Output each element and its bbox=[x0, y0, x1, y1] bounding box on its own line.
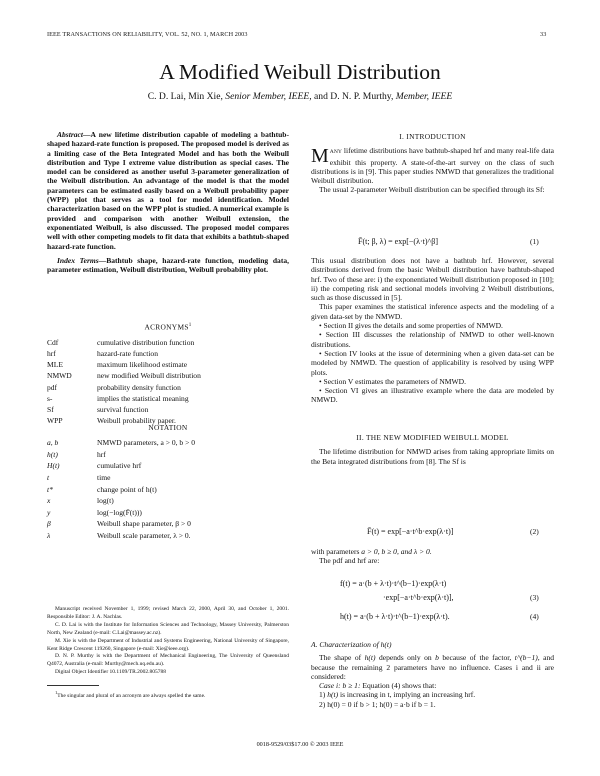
footnote-doi: Digital Object Identifier 10.1109/TR.2002.805788 bbox=[55, 669, 166, 676]
footnote-lai: C. D. Lai is with the Institute for Information Sciences and Technology, Massey University, Palmerston North, New Zealand (e-mail: C.Lai@massey.ac.nz). bbox=[47, 621, 289, 636]
abstract-block bbox=[47, 130, 289, 274]
acronym-definition: new modified Weibull distribution bbox=[97, 371, 201, 381]
acronym-row bbox=[47, 405, 201, 416]
notation-term: t bbox=[47, 473, 50, 483]
notation-term: H(t) bbox=[47, 461, 60, 471]
equation-1: F̄(t; β, λ) = exp[−(λ·t)^β] bbox=[358, 237, 438, 246]
notation-definition: NMWD parameters, a > 0, b > 0 bbox=[97, 438, 195, 448]
char-text-f: , and because the remaining 2 parameters have no influence. Cases i and ii are considered: bbox=[311, 653, 555, 681]
bullet-text: Section II gives the details and some properties of NMWD. bbox=[323, 321, 503, 331]
equation-2: F̄(t) = exp[−a·t^b·exp(λ·t)] bbox=[367, 527, 454, 536]
acronym-footnote-mark: 1 bbox=[55, 690, 58, 695]
case-i-line bbox=[311, 681, 554, 690]
acronym-definition: Weibull probability paper. bbox=[97, 416, 176, 426]
char-text-b: depends only on bbox=[378, 653, 432, 663]
char-symbol-b: b bbox=[435, 653, 439, 663]
parameters-prefix: with parameters bbox=[311, 547, 360, 556]
characterization-paragraph bbox=[311, 653, 554, 681]
notation-definition: Weibull shape parameter, β > 0 bbox=[97, 519, 191, 529]
notation-row bbox=[47, 461, 195, 473]
acronym-term: Cdf bbox=[47, 337, 59, 347]
acronym-definition: implies the statistical meaning bbox=[97, 393, 189, 403]
item-1-symbol: h(t) bbox=[327, 690, 339, 700]
intro-paragraph-1 bbox=[311, 146, 554, 185]
notation-row bbox=[47, 485, 195, 497]
acronym-term: Sf bbox=[47, 404, 54, 414]
acronyms-heading-text: ACRONYMS bbox=[144, 322, 189, 332]
footnotes-block bbox=[47, 606, 289, 677]
section-2-paragraph-1: The lifetime distribution for NMWD arises from taking appropriate limits on the Beta integrated distributions from [8]. The Sf is bbox=[311, 447, 554, 466]
acronym-definition: probability density function bbox=[97, 382, 181, 392]
characterization-heading-label: A. Characterization of bbox=[311, 640, 379, 649]
acronyms-footnote-mark: 1 bbox=[188, 323, 192, 328]
acronym-definition: maximum likelihood estimate bbox=[97, 360, 188, 370]
author-names-2: and D. N. P. Murthy, bbox=[314, 91, 394, 102]
notation-term: λ bbox=[47, 531, 51, 541]
notation-definition: cumulative hrf bbox=[97, 461, 142, 471]
bullet-text: Section VI gives an illustrative example where the data are modeled by NMWD. bbox=[311, 386, 554, 405]
item-1-text: is increasing in t, implying an increasing hrf. bbox=[339, 690, 476, 700]
section-2-block bbox=[311, 433, 554, 466]
case-label: Case i: bbox=[319, 681, 341, 691]
bullet-dot: • bbox=[319, 376, 324, 386]
acronym-term: s- bbox=[47, 393, 53, 403]
equation-4-number: (4) bbox=[530, 612, 539, 621]
acronym-row bbox=[47, 338, 201, 349]
introduction-heading: I. INTRODUCTION bbox=[399, 132, 466, 141]
bullet-dot: • bbox=[319, 321, 324, 331]
parameters-line bbox=[311, 547, 554, 556]
case-condition: b ≥ 1: bbox=[342, 681, 361, 691]
journal-header: IEEE TRANSACTIONS ON RELIABILITY, VOL. 52, NO. 1, MARCH 2003 bbox=[47, 31, 248, 38]
notation-row bbox=[47, 531, 195, 543]
bullet-text: Section V estimates the parameters of NMWD. bbox=[323, 376, 466, 386]
equation-3-number: (3) bbox=[530, 593, 539, 602]
index-terms-label: Index Terms bbox=[57, 255, 99, 265]
section-2-heading: II. THE NEW MODIFIED WEIBULL MODEL bbox=[356, 433, 509, 442]
abstract bbox=[47, 130, 289, 251]
bullet-dot: • bbox=[319, 330, 326, 340]
equation-4: h(t) = a·(b + λ·t)·t^(b−1)·exp(λ·t). bbox=[340, 612, 450, 621]
case-text: Equation (4) shows that: bbox=[362, 681, 437, 691]
acronym-row bbox=[47, 383, 201, 394]
author-names-1: C. D. Lai, Min Xie, bbox=[147, 91, 223, 102]
footnote-received: Manuscript received November 1, 1999; revised March 22, 2000, April 30, and October 1, 2001. Responsible Editor: J. A. Nachlas. bbox=[47, 606, 289, 620]
characterization-block bbox=[311, 640, 554, 709]
abstract-text: —A new lifetime distribution capable of modeling a bathtub-shaped hazard-rate function is proposed. The proposed model is derived as a limiting case of the Beta Integrated Model and has both the Weibull distribution and Type I extreme value distribution as special cases. The model can be considered as another useful 3-parameter generalization of the Weibull distribution. An advantage of the model is that the model parameters can be estimated easily based on a Weibull probability paper (WPP) plot that serves as a tool for model identification. Model characterization based on the WPP plot is studied. A numerical example is provided and comparison with another Weibull extension, the exponentiated Weibull, is also discussed. The proposed model compares well with other competing models to fit data that exhibits a bathtub-shaped hazard-rate function. bbox=[47, 130, 289, 251]
notation-row bbox=[47, 496, 195, 508]
case-item-2 bbox=[311, 700, 554, 709]
notation-definition: log(−log(F̄(t))) bbox=[97, 507, 142, 517]
acronym-footnote bbox=[47, 689, 289, 701]
section-2-params bbox=[311, 547, 554, 566]
acronyms-heading bbox=[47, 321, 289, 332]
notation-term: t* bbox=[47, 484, 53, 494]
overview-bullet bbox=[311, 377, 554, 386]
overview-bullet bbox=[311, 330, 554, 349]
overview-bullet bbox=[311, 386, 554, 405]
notation-term: a, b bbox=[47, 438, 59, 448]
author-line bbox=[0, 91, 600, 102]
notation-term: β bbox=[47, 519, 51, 529]
intro-lead-word: ANY bbox=[329, 149, 342, 156]
item-2-number: 2) bbox=[319, 699, 326, 709]
char-text-a: The shape of bbox=[319, 653, 362, 663]
equation-3-line-1: f(t) = a·(b + λ·t)·t^(b−1)·exp(λ·t) bbox=[340, 579, 447, 588]
notation-row bbox=[47, 473, 195, 485]
footnote-murthy: D. N. P. Murthy is with the Department of Mechanical Engineering, The University of Queensland Q4072, Australia (e-mail: Murthy@mech.uq.edu.au). bbox=[47, 653, 289, 668]
notation-block bbox=[47, 423, 289, 543]
footnote-divider bbox=[47, 685, 99, 686]
index-terms-text: —Bathtub shape, hazard-rate function, modeling data, parameter estimation, Weibull distribution, Weibull probability plot. bbox=[47, 255, 289, 275]
acronym-row bbox=[47, 371, 201, 382]
acronym-definition: hazard-rate function bbox=[97, 348, 158, 358]
acronym-footnote-text: The singular and plural of an acronym are always spelled the same. bbox=[57, 692, 206, 699]
intro-paragraph-2: The usual 2-parameter Weibull distribution can be specified through its Sf: bbox=[319, 185, 545, 195]
bullet-dot: • bbox=[319, 386, 325, 396]
char-symbol-power: t^(b−1) bbox=[514, 653, 538, 663]
intro-paragraph-4: This paper examines the statistical inference aspects and the modeling of a given data-set by the NMWD. bbox=[311, 302, 554, 321]
author-role-2: Member, IEEE bbox=[395, 91, 453, 102]
paper-title: A Modified Weibull Distribution bbox=[159, 60, 441, 84]
characterization-heading-symbol: h(t) bbox=[380, 640, 392, 649]
parameters-constraints: a > 0, b ≥ 0, and λ > 0. bbox=[361, 547, 432, 556]
bullet-text: Section III discusses the relationship of NMWD to other well-known distributions. bbox=[311, 330, 555, 349]
notation-term: h(t) bbox=[47, 449, 58, 459]
acronym-row bbox=[47, 349, 201, 360]
acronym-term: hrf bbox=[47, 348, 56, 358]
notation-row bbox=[47, 450, 195, 462]
drop-cap: M bbox=[311, 145, 329, 168]
bullet-dot: • bbox=[319, 348, 325, 358]
acronym-term: pdf bbox=[47, 382, 58, 392]
char-text-d: because of the factor, bbox=[442, 653, 512, 663]
intro-paragraph-3: This usual distribution does not have a bathtub hrf. However, several distributions derived from the basic Weibull distribution have bathtub-shaped hrf. Two of these are: i) the exponentiated Weibull distribution proposed in [10]; ii) the competing risk and sectional models involving 2 Weibull distributions, such as those discussed in [5]. bbox=[311, 256, 554, 303]
page-number: 33 bbox=[540, 31, 547, 38]
acronyms-table bbox=[47, 338, 201, 428]
acronyms-block bbox=[47, 321, 289, 427]
acronym-row bbox=[47, 394, 201, 405]
bullet-text: Section IV looks at the issue of determining when a given data-set can be modeled by NMWD. The question of applicability is resolved by using WPP plots. bbox=[311, 348, 555, 377]
item-1-number: 1) bbox=[319, 690, 326, 700]
acronym-term: MLE bbox=[47, 360, 63, 370]
notation-definition: change point of h(t) bbox=[97, 484, 157, 494]
case-item-1 bbox=[311, 690, 554, 699]
section-overview-list bbox=[311, 321, 554, 405]
introduction-continued bbox=[311, 256, 554, 405]
notation-row bbox=[47, 519, 195, 531]
notation-table bbox=[47, 438, 195, 542]
acronym-definition: cumulative distribution function bbox=[97, 337, 195, 347]
notation-row bbox=[47, 508, 195, 520]
footnote-xie: M. Xie is with the Department of Industrial and Systems Engineering, National University of Singapore, Kent Ridge Crescent 119260, Singapore (e-mail: Xie@ieee.org). bbox=[47, 637, 289, 652]
equation-3-line-2: ·exp[−a·t^b·exp(λ·t)], bbox=[383, 593, 454, 602]
notation-heading: NOTATION bbox=[148, 423, 188, 432]
overview-bullet bbox=[311, 349, 554, 377]
author-role-1: Senior Member, IEEE, bbox=[225, 91, 312, 102]
acronym-term: WPP bbox=[47, 416, 63, 426]
pdf-hrf-intro: The pdf and hrf are: bbox=[319, 556, 380, 566]
acronym-term: NMWD bbox=[47, 371, 72, 381]
notation-term: y bbox=[47, 507, 51, 517]
notation-row bbox=[47, 438, 195, 450]
intro-p1-text: lifetime distributions have bathtub-shaped hrf and many real-life data exhibit this property. A state-of-the-art survey on the class of such distributions is in [9]. This paper studies NMWD that generalizes the traditional Weibull distribution. bbox=[311, 146, 554, 186]
notation-definition: time bbox=[97, 473, 111, 483]
overview-bullet bbox=[311, 321, 554, 330]
abstract-label: Abstract bbox=[57, 130, 83, 139]
notation-definition: log(t) bbox=[97, 496, 114, 506]
equation-1-number: (1) bbox=[530, 237, 539, 246]
equation-2-number: (2) bbox=[530, 527, 539, 536]
char-symbol-h: h(t) bbox=[364, 653, 376, 663]
notation-term: x bbox=[47, 496, 51, 506]
index-terms bbox=[47, 256, 289, 275]
acronym-row bbox=[47, 360, 201, 371]
acronym-definition: survival function bbox=[97, 404, 149, 414]
introduction-block bbox=[311, 132, 554, 195]
item-2-text: h(0) = 0 if b > 1; h(0) = a·b if b = 1. bbox=[327, 699, 436, 709]
copyright-footer: 0018-9529/03$17.00 © 2003 IEEE bbox=[256, 741, 344, 748]
notation-definition: Weibull scale parameter, λ > 0. bbox=[97, 531, 191, 541]
characterization-heading bbox=[311, 640, 554, 649]
notation-definition: hrf bbox=[97, 449, 106, 459]
